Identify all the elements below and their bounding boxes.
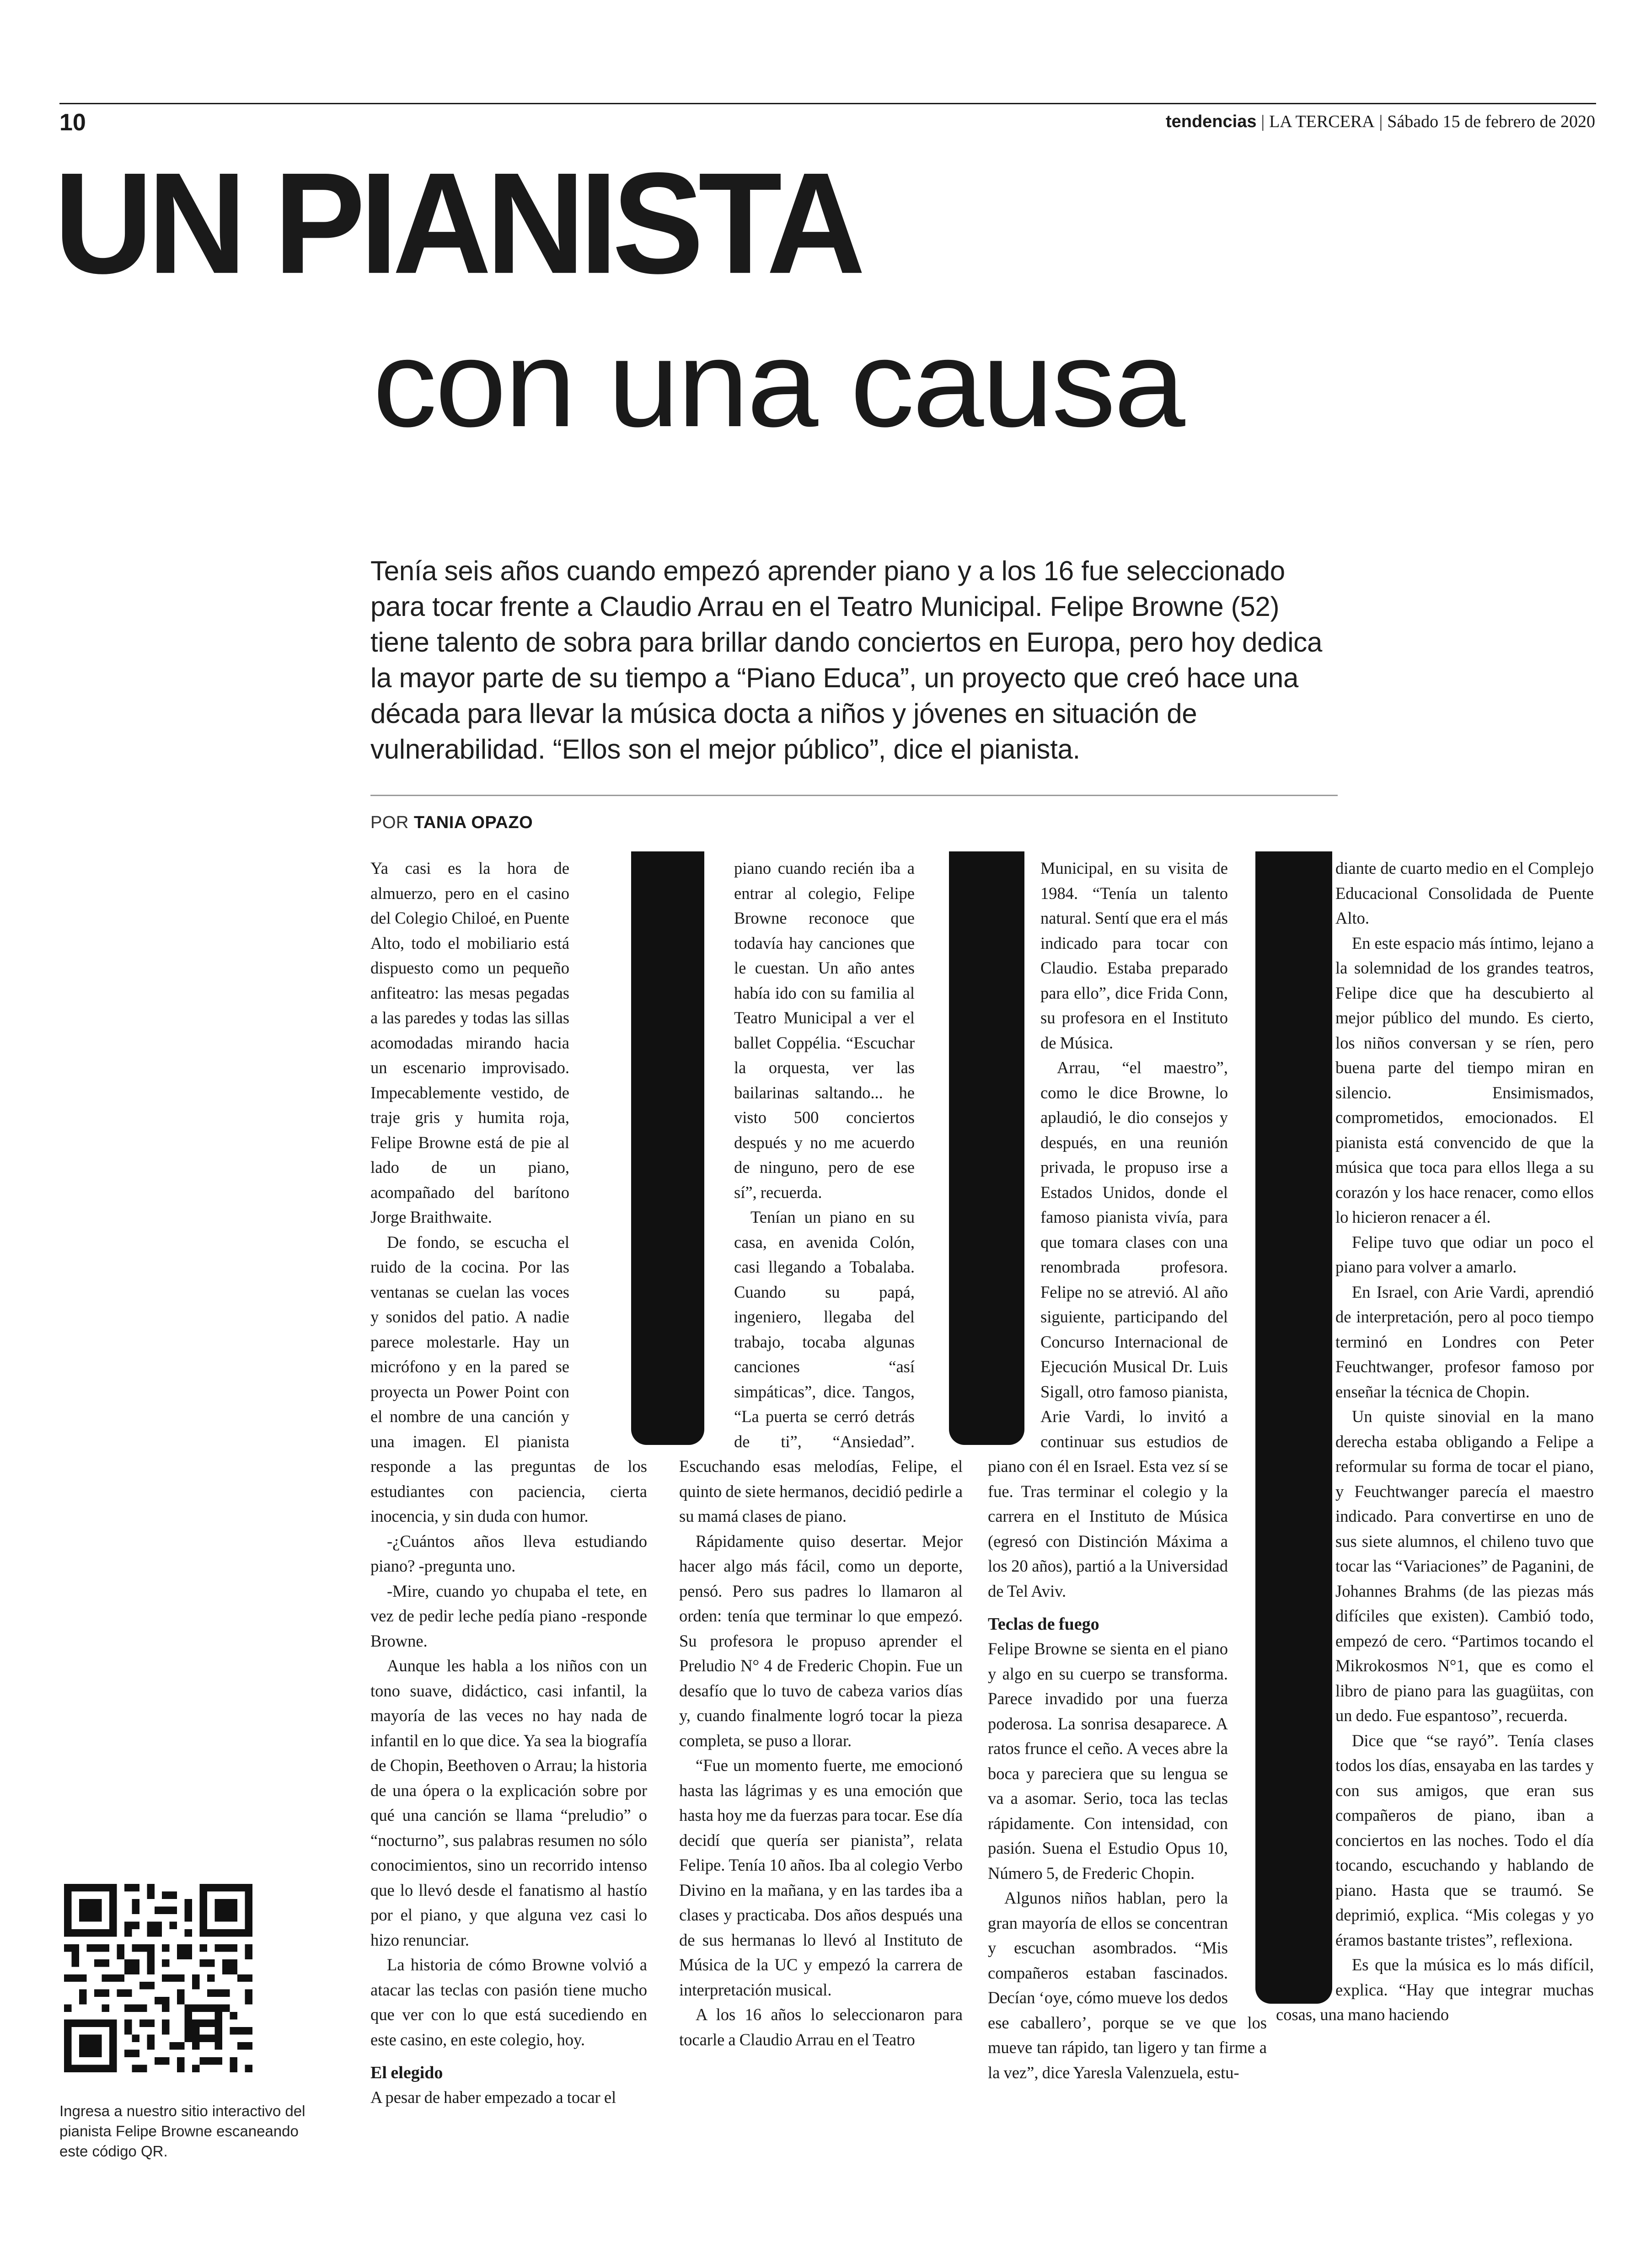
- paragraph: En este espacio más íntimo, lejano a la solemnidad de los grandes teatros, Felipe dice que ha descubierto al mejor público del mundo. Es cierto, los niños conversan y se ríen, pero buena parte del tiempo miran en silencio. Ensimismados, comprometidos, emocionados. El pianista está convencido de que la música que toca para ellos llega a su corazón y los hace renacer, como ellos lo hicieron renacer a él.: [1335, 933, 1594, 1226]
- paragraph: Tenían un piano en su casa, en avenida Colón, casi llegando a Tobalaba. Cuando su papá, ingeniero, llegaba del trabajo, tocaba algunas canciones “así simpáticas”, dice. Tangos, “La puerta se cerró detrás de ti”, “Ansiedad”. Escuchando esas melodías, Felipe, el quinto de siete hermanos, decidió pedirle a su mamá clases de piano.: [679, 1208, 963, 1525]
- paragraph: En Israel, con Arie Vardi, aprendió de interpretación, pero al poco tiempo terminó en Londres con Peter Feuchtwanger, profesor famoso por enseñar la técnica de Chopin.: [1335, 1282, 1594, 1401]
- page-number: 10: [59, 109, 86, 136]
- paragraph: -¿Cuántos años lleva estudiando piano? -pregunta uno.: [370, 1531, 647, 1575]
- running-header: tendencias | LA TERCERA | Sábado 15 de febrero de 2020: [1165, 112, 1595, 131]
- paragraph: A pesar de haber empezado a tocar el: [370, 2088, 616, 2107]
- article-column-3: [988, 856, 1267, 2085]
- byline-prefix: POR: [370, 813, 409, 832]
- paragraph: La historia de cómo Browne volvió a atacar las teclas con pasión tiene mucho que ver con lo que está sucediendo en este casino, en este colegio, hoy.: [370, 1955, 647, 2049]
- paragraph: Es que la música es lo más difícil, explica. “Hay que integrar muchas cosas, una mano haciendo: [1276, 1955, 1594, 2024]
- paragraph: Un quiste sinovial en la mano derecha estaba obligando a Felipe a reformular su forma de tocar el piano, y Feuchtwanger parecía el maestro indicado. Para convertirse en uno de sus siete alumnos, el chileno tuvo que tocar las “Variaciones” de Paganini, de Johannes Brahms (de las piezas más difíciles que existen). Cambió todo, empezó de cero. “Partimos tocando el Mikrokosmos N°1, que es como el libro de piano para las guagüitas, con un dedo. Fue espantoso”, recuerda.: [1335, 1407, 1594, 1725]
- paragraph: “Fue un momento fuerte, me emocionó hasta las lágrimas y es una emoción que hasta hoy me da fuerzas para tocar. Ese día decidí que quería ser pianista”, relata Felipe. Tenía 10 años. Iba al colegio Verbo Divino en la mañana, y en las tardes iba a clases y practicaba. Dos años después una de sus hermanas lo llevó al Instituto de Música de la UC y empezó la carrera de interpretación musical.: [679, 1756, 963, 1999]
- paragraph: Felipe Browne se sienta en el piano y algo en su cuerpo se transforma. Parece invadido por una fuerza poderosa. La sonrisa desaparece. A ratos frunce el ceño. A veces abre la boca y pareciera que su lengua se va a asomar. Serio, toca las teclas rápidamente. Con intensidad, con pasión. Suena el Estudio Opus 10, Número 5, de Frederic Chopin.: [988, 1639, 1228, 1883]
- qr-caption: Ingresa a nuestro sitio interactivo del pianista Felipe Browne escaneando este código QR.: [59, 2102, 305, 2160]
- article-column-4: [1276, 856, 1594, 2027]
- paragraph: Municipal, en su visita de 1984. “Tenía un talento natural. Sentí que era el más indicado para tocar con Claudio. Estaba preparado para ello”, dice Frida Conn, su profesora en el Instituto de Música.: [1040, 859, 1228, 1052]
- top-rule: [59, 103, 1596, 104]
- paragraph: Rápidamente quiso desertar. Mejor hacer algo más fácil, como un deporte, pensó. Pero sus padres lo llamaron al orden: tenía que terminar lo que empezó. Su profesora le propuso aprender el Preludio N° 4 de Frederic Chopin. Fue un desafío que lo tuvo de cabeza varios días y, cuando finalmente logró tocar la pieza completa, se puso a llorar.: [679, 1531, 963, 1750]
- paragraph: piano cuando recién iba a entrar al colegio, Felipe Browne reconoce que todavía hay canciones que le cuestan. Un año antes había ido con su familia al Teatro Municipal a ver el ballet Coppélia. “Escuchar la orquesta, ver las bailarinas saltando... he visto 500 conciertos después y no me acuerdo de ninguno, pero de ese sí”, recuerda.: [734, 859, 915, 1202]
- paragraph: A los 16 años lo seleccionaron para tocarle a Claudio Arrau en el Teatro: [679, 2005, 963, 2049]
- paragraph: Felipe tuvo que odiar un poco el piano para volver a amarlo.: [1335, 1232, 1594, 1276]
- paragraph: De fondo, se escucha el ruido de la cocina. Por las ventanas se cuelan las voces y sonidos del patio. A nadie parece molestarle. Hay un micrófono y en la pared se proyecta un Power Point con el nombre de una canción y una imagen. El pianista responde a las preguntas de los estudiantes con paciencia, cierta inocencia, y sin duda con humor.: [370, 1232, 647, 1525]
- qr-code[interactable]: [64, 1884, 252, 2072]
- issue-date: Sábado 15 de febrero de 2020: [1387, 112, 1595, 131]
- lede-paragraph: Tenía seis años cuando empezó aprender piano y a los 16 fue seleccionado para tocar frente a Claudio Arrau en el Teatro Municipal. Felipe Browne (52) tiene talento de sobra para brillar dando conciertos en Europa, pero hoy dedica la mayor parte de su tiempo a “Piano Educa”, un proyecto que creó hace una década para llevar la música docta a niños y jóvenes en situación de vulnerabilidad. “Ellos son el mejor público”, dice el pianista.: [370, 556, 1323, 765]
- headline-main: UN PIANISTA: [54, 142, 860, 304]
- paragraph: Aunque les habla a los niños con un tono suave, didáctico, casi infantil, la mayoría de las veces no hay nada de infantil en lo que dice. Ya sea la biografía de Chopin, Beethoven o Arrau; la historia de una ópera o la explicación sobre por qué una canción se llama “preludio” o “nocturno”, sus palabras resumen no sólo conocimientos, sino un recorrido intenso que lo llevó desde el fanatismo al hastío por el piano, y que alguna vez casi lo hizo renunciar.: [370, 1656, 647, 1949]
- byline: [370, 813, 533, 833]
- paragraph: Algunos niños hablan, pero la gran mayoría de ellos se concentran y escuchan asombrados. “Mis compañeros estaban fascinados. Decían ‘oye, cómo mueve los dedos ese caballero’, porque se ve que los mueve tan rápido, tan ligero y tan firme a la vez”, dice Yaresla Valenzuela, estu-: [988, 1888, 1267, 2082]
- lede-divider: [370, 795, 1338, 796]
- subheading-teclas-de-fuego: Teclas de fuego: [988, 1615, 1099, 1634]
- subheading-el-elegido: El elegido: [370, 2063, 443, 2082]
- qr-code-icon: [64, 1884, 252, 2072]
- paragraph: Dice que “se rayó”. Tenía clases todos los días, ensayaba en las tardes y con sus amigos, que eran sus compañeros de piano, iban a conciertos en las noches. Todo el día tocando, escuchando y hablando de piano. Hasta que se traumó. Se deprimió, explica. “Mis colegas y yo éramos bastante tristes”, reflexiona.: [1335, 1731, 1594, 1949]
- byline-author: TANIA OPAZO: [413, 813, 533, 832]
- headline-sub: con una causa: [373, 315, 1184, 453]
- paragraph: Arrau, “el maestro”, como le dice Browne, lo aplaudió, le dio consejos y después, en una reunión privada, le propuso irse a Estados Unidos, donde el famoso pianista vivía, para que tomara clases con una renombrada profesora. Felipe no se atrevió. Al año siguiente, participando del Concurso Internacional de Ejecución Musical Dr. Luis Sigall, otro famoso pianista, Arie Vardi, lo invitó a continuar sus estudios de piano con él en Israel. Esta vez sí se fue. Tras terminar el colegio y la carrera en el Instituto de Música (egresó con Distinción Máxima a los 20 años), partió a la Universidad de Tel Aviv.: [988, 1058, 1228, 1600]
- section-name: tendencias: [1165, 112, 1257, 131]
- paragraph: -Mire, cuando yo chupaba el tete, en vez de pedir leche pedía piano -responde Browne.: [370, 1581, 647, 1650]
- paragraph: Ya casi es la hora de almuerzo, pero en el casino del Colegio Chiloé, en Puente Alto, todo el mobiliario está dispuesto como un pequeño anfiteatro: las mesas pegadas a las paredes y todas las sillas acomodadas mirando hacia un escenario improvisado. Impecablemente vestido, de traje gris y humita roja, Felipe Browne está de pie al lado de un piano, acompañado del barítono Jorge Braithwaite.: [370, 859, 569, 1226]
- article-column-1: [370, 856, 647, 2110]
- paragraph: diante de cuarto medio en el Complejo Educacional Consolidada de Puente Alto.: [1335, 859, 1594, 927]
- article-column-2: [679, 856, 963, 2052]
- publication-name: LA TERCERA: [1269, 112, 1375, 131]
